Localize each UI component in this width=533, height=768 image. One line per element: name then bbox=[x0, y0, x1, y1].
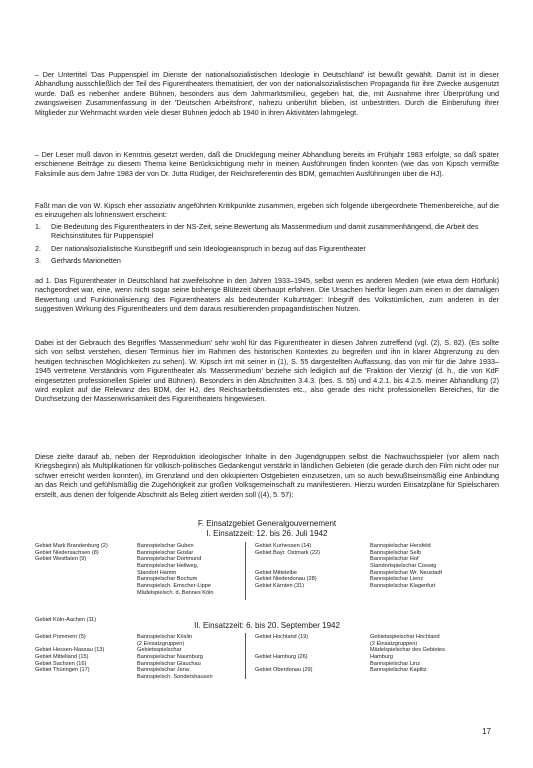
cell bbox=[35, 590, 108, 597]
cell: Mädelspielschar des Gebietes bbox=[370, 647, 445, 654]
cell bbox=[255, 556, 320, 563]
cell bbox=[35, 583, 108, 590]
cell: Gebiet Kärnten (31) bbox=[255, 583, 305, 590]
cell bbox=[35, 610, 108, 617]
section1-col-spielschar-left bbox=[137, 543, 214, 597]
paragraph-massenmedium: Dabei ist der Gebrauch des Begriffes 'Massenmedium' sehr wohl für das Figurentheater in diesen Jahren zutreffend (vgl. (2), S. 82). (Es sollte sich von selbst verstehen, diesen Terminus hier im Rahmen des historischen Kontextes zu begreifen und ihn in klarer Abgrenzung zu den heutigen technischen Möglichkeiten zu sehen). W. Kipsch irrt mit seiner in (1), S. 55 dargestellten Auffassung, das von mir für die Jahre 1933–1945 vertretene Verständnis vom Figurentheater als 'Massenmedium' beziehe sich lediglich auf die 'Fraktion der Vierzig' (d. h., die von KdF eingesetzten professionellen Spieler und Bühnen). Besonders in den Abschnitten 3.4.3. (bes. S. 55) und 4.2.1. bis 4.2.5. meiner Abhandlung (2) wird explizit auf die Relevanz des BDM, der HJ, des Reichsarbeitsdienstes etc., also gerade des nicht professionellen Bereiches, für die Durchsetzung der Massenwirksamkeit des Figurentheaters hingewiesen. bbox=[35, 338, 499, 404]
cell: Gebiet Bayr. Ostmark (22) bbox=[255, 549, 320, 556]
cell: Bannspielschar Hellweg, bbox=[137, 563, 199, 570]
section1-col-gebiet-right bbox=[255, 543, 320, 590]
list-item bbox=[35, 256, 499, 265]
cell: Bannspielsch. Sondershausen bbox=[137, 674, 213, 681]
cell bbox=[35, 570, 108, 577]
cell: Gebiet Oberdonau (29) bbox=[255, 667, 313, 674]
cell bbox=[35, 563, 108, 570]
cell: (2 Einsatzgruppen) bbox=[137, 640, 185, 647]
table-title: F. Einsatzgebiet Generalgouvernement bbox=[197, 519, 337, 528]
cell: Gebiet Hochland (19) bbox=[255, 634, 309, 640]
list-item-text: Die Bedeutung des Figurentheaters in der NS-Zeit, seine Bewertung als Massenmedium und damit zusammenhängend, die Arbeit des Reichsinstitutes für Puppenspiel bbox=[51, 222, 479, 241]
section2-col-spielschar-right bbox=[370, 634, 445, 674]
paragraph-einsatzplaene: Diese zielte darauf ab, neben der Reproduktion ideologischer Inhalte in den Jugendgruppen selbst die Nachwuchsspieler (vor allem nach Kriegsbeginn) als Multiplikationen für völkisch-politisches Gedankengut verstärkt in ländlichen Gebieten (die gerade durch den Film nicht oder nur schwer erreicht werden konnten), im Grenzland und den okkupierten Ostgebieten einzusetzen, um so auch bewußtseinsmäßig eine Anbindung an das Reich und gefühlsmäßig die Zugehörigkeit zur großen Volksgemeinschaft zu manifestieren. Hierzu wurden Einsatzpläne für Spielscharen erstellt, aus denen der folgende Abschnitt als Beleg zitiert werden soll ((4), 5. 57): bbox=[35, 452, 499, 499]
cell: Bannspielschar Naumburg bbox=[137, 654, 203, 661]
column-divider bbox=[245, 542, 246, 600]
section2-col-gebiet-right bbox=[255, 634, 313, 674]
paragraph-kritikpunkte: Faßt man die von W. Kipsch eher assoziativ angeführten Kritikpunkte zusammen, ergeben sich folgende übergeordnete Themenbereiche, auf die es einzugehen als lohnenswert erscheint: bbox=[35, 201, 499, 220]
page-number: 17 bbox=[482, 727, 491, 736]
cell: Mädelspielsch. d. Bannes Köln bbox=[137, 589, 214, 596]
cell: (2 Einsatzgruppen) bbox=[370, 640, 418, 647]
cell bbox=[35, 597, 108, 604]
list-item-text: Gerhards Marionetten bbox=[51, 256, 121, 266]
cell: Bannspielschar Hersfeld bbox=[370, 543, 431, 549]
cell: Bannspielschar Jena bbox=[137, 667, 189, 674]
list-item-number: 1. bbox=[35, 222, 41, 231]
cell: Gebiet Niedersachsen (8) bbox=[35, 549, 99, 556]
cell: Standortspielschar Coswig bbox=[370, 563, 437, 570]
paragraph-untertitel: – Der Untertitel 'Das Puppenspiel im Dienste der nationalsozialistischen Ideologie in Deutschland' ist bewußt gewählt. Damit ist in dieser Abhandlung ausschließlich der Teil des Figurentheaters thematisiert, der von der nationalsozialistischen Propaganda für ihre Zwecke ausgenutzt wurde. Daß es nebenher andere Bühnen, besonders aus dem Jahrmarktsmilieu, gegeben hat, die, mit Ausnahme ihrer Überprüfung und zwangsweisen Zusammenfassung in der 'Deutschen Arbeitsfront', nahezu unberührt blieben, ist unbestritten. Durch die Einberufung ihrer Mitglieder zur Wehrmacht wurden viele dieser Bühnen jedoch ab 1940 in ihren Aktivitäten lahmgelegt. bbox=[35, 70, 499, 117]
cell: Bannspielschar Selb bbox=[370, 549, 421, 556]
section1-col-spielschar-right bbox=[370, 543, 442, 590]
cell: Gebiet Mittelland (15) bbox=[35, 654, 89, 661]
section2-col-spielschar-left bbox=[137, 634, 213, 681]
cell: Gebiet Köln-Aachen (11) bbox=[35, 616, 97, 623]
cell: Bannspielschar Lienz bbox=[370, 576, 424, 583]
section2-col-gebiet-left bbox=[35, 634, 104, 674]
cell: Bannspielschar Köslin bbox=[137, 634, 193, 640]
section1-col-gebiet-left bbox=[35, 543, 108, 623]
cell: Gebiet Pommern (5) bbox=[35, 634, 86, 640]
paragraph-drucklegung: – Der Leser muß davon in Kenntnis gesetzt werden, daß die Drucklegung meiner Abhandlung bereits im Frühjahr 1983 erfolgte, so daß später erschienene Beiträge zu diesem Thema keine Berücksichtigung mehr in meinen Ausführungen finden konnten (wie das von Kipsch vermißte Faksimile aus dem Jahre 1983 der von Dr. Jutta Rüdiger, der Reichsreferentin des BDM, gemachten Ausführungen über die HJ). bbox=[35, 150, 499, 178]
list-item bbox=[35, 244, 499, 253]
cell: Bannspielschar Kaplitz bbox=[370, 667, 427, 674]
cell: Bannspielsch. Emscher-Lippe bbox=[137, 583, 211, 590]
cell bbox=[35, 641, 104, 648]
cell bbox=[255, 563, 320, 570]
list-item-number: 3. bbox=[35, 256, 41, 266]
cell bbox=[35, 603, 108, 610]
cell: Standort Hamm bbox=[137, 569, 177, 576]
cell: Hamburg bbox=[370, 654, 394, 661]
cell: Gebiet Hamburg (26) bbox=[255, 654, 308, 661]
cell: Gebiet Niederdonau (28) bbox=[255, 576, 317, 583]
column-divider bbox=[245, 633, 246, 679]
cell: Bannspielschar Klagenfurt bbox=[370, 583, 436, 590]
document-page bbox=[35, 0, 499, 768]
section2-title: II. Einsatzzeit: 6. bis 20. September 1942 bbox=[194, 621, 340, 630]
cell: Bannspielschar Dortmund bbox=[137, 556, 202, 563]
cell: Bannspielschar Glauchau bbox=[137, 660, 201, 667]
cell bbox=[255, 641, 313, 648]
paragraph-ad1: ad 1. Das Figurentheater in Deutschland hat zweifelsohne in den Jahren 1933–1945, selbst wenn es anderen Medien (wie etwa dem Hörfunk) nachgeordnet war, eine, wenn nicht sogar seine bisherige Blütezeit überhaupt erfahren. Die Ursachen hierfür liegen zum einen in der damaligen Bewertung und Funktionalisierung des Figurentheaters als bedeutender Kulturträger: Inbegriff des Volkstümlichen, zum anderen in der suggestiven Wirkung des Figurentheaters und dem daraus resultierenden propagandistischen Nutzen. bbox=[35, 276, 499, 314]
list-item bbox=[35, 222, 499, 241]
cell: Bannspielschar Bochum bbox=[137, 576, 198, 583]
cell: Bannspielschar Goslar bbox=[137, 549, 194, 556]
cell bbox=[35, 576, 108, 583]
cell: Bannspielschar Wr. Neustadt bbox=[370, 569, 443, 576]
cell: Gebiet Mittelelbe bbox=[255, 569, 297, 576]
list-item-text: Der nationalsozialistische Kunstbegriff und sein Ideologieanspruch in bezug auf das Figurentheater bbox=[51, 243, 366, 253]
cell: Gebiet Mark Brandenburg (2) bbox=[35, 543, 108, 549]
cell bbox=[255, 661, 313, 668]
cell: Gebiet Westfalen (9) bbox=[35, 556, 87, 563]
cell: Bannspielschar Guben bbox=[137, 543, 194, 549]
cell: Gebietsspielschar Hochland bbox=[370, 634, 440, 640]
list-item-number: 2. bbox=[35, 243, 41, 253]
topic-list bbox=[35, 222, 499, 269]
section1-title: I. Einsatzzeit: 12. bis 26. Juli 1942 bbox=[206, 529, 328, 538]
cell: Gebietsspielschar bbox=[137, 647, 182, 654]
cell: Gebiet Sachsen (16) bbox=[35, 660, 87, 667]
cell: Gebiet Thüringen (17) bbox=[35, 667, 90, 674]
cell: Bannspielschar Hof bbox=[370, 556, 419, 563]
cell: Gebiet Hessen-Nassau (13) bbox=[35, 647, 105, 654]
cell bbox=[255, 647, 313, 654]
cell: Gebiet Kurhessen (14) bbox=[255, 543, 312, 549]
cell: Bannspielschar Linz bbox=[370, 660, 421, 667]
